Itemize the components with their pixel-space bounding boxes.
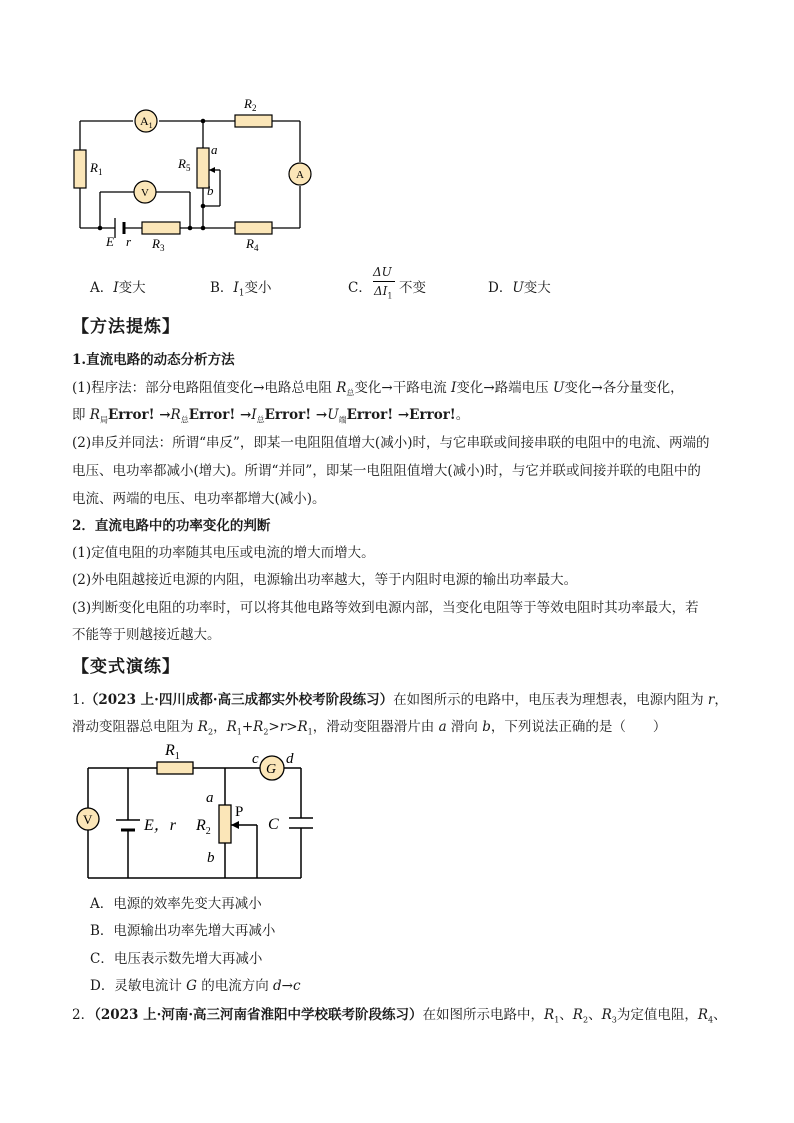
c2-r1-label: $R_1$	[165, 742, 180, 762]
ammeter-a1-label: $A_1$	[140, 114, 153, 130]
method-point-2: (2)外电阻越接近电源的内阻，电源输出功率越大，等于内阻时电源的输出功率最大。	[72, 572, 578, 588]
ammeter-a-label: A	[296, 169, 304, 181]
q0-option-a: A．I变大	[90, 280, 146, 296]
circuit-diagram-2	[70, 738, 320, 883]
method-p2-line2: 电压、电功率都减小(增大)。所谓“并同”，即某一电阻阻值增大(减小)时，与它并联或间接并联的电阻中的	[72, 463, 701, 479]
method-heading-1: 1.直流电路的动态分析方法	[72, 352, 235, 368]
c2-voltmeter-label: V	[83, 812, 93, 827]
method-p2-line1: (2)串反并同法：所谓“串反”，即某一电阻阻值增大(减小)时，与它串联或间接串联的电阻中的电流、两端的	[72, 435, 710, 451]
section-practice-title: 【变式演练】	[72, 657, 180, 677]
c2-slider-b-label: b	[207, 850, 215, 866]
p1-option-d: D．灵敏电流计 G 的电流方向 d→c	[90, 978, 301, 994]
q0-option-d: D．U变大	[488, 280, 551, 296]
method-p2-line3: 电流、两端的电压、电功率都增大(减小)。	[72, 491, 326, 507]
method-p1-line2: 即 $R_局Error$! $\to R_总Error$! $\to I_总Error$! $\to U_端Error$! →Error!。	[72, 407, 470, 425]
method-point-1: (1)定值电阻的功率随其电压或电流的增大而增大。	[72, 545, 375, 561]
voltmeter-label: V	[141, 187, 149, 199]
capacitor-label: C	[268, 816, 279, 833]
c2-emf-label: E，r	[144, 817, 177, 834]
slider-b-label: b	[207, 183, 214, 198]
slider-p-label: P	[235, 804, 244, 820]
r2-label: $R_2$	[244, 96, 257, 113]
r1-label: $R_1$	[90, 160, 103, 177]
section-method-title: 【方法提炼】	[72, 317, 180, 337]
method-heading-2: 2．直流电路中的功率变化的判断	[72, 518, 271, 534]
p1-option-b: B．电源输出功率先增大再减小	[90, 923, 276, 939]
node-d-label: d	[286, 751, 294, 767]
p1-option-c: C．电压表示数先增大再减小	[90, 951, 263, 967]
c2-r2-label: $R_2$	[196, 817, 211, 837]
c2-slider-a-label: a	[206, 790, 214, 806]
method-p1-line1: (1)程序法：部分电路阻值变化→电路总电阻 $R_总$变化→干路电流 I变化→路端电压 U变化→各分量变化，	[72, 380, 684, 398]
problem1-line1: 1.（2023 上·四川成都·高三成都实外校考阶段练习）在如图所示的电路中，电压表为理想表，电源内阻为 r，	[72, 692, 728, 708]
p1-option-a: A．电源的效率先变大再减小	[90, 896, 262, 912]
node-c-label: c	[252, 751, 259, 767]
internal-r-label: r	[126, 234, 132, 249]
circuit-diagram-1	[60, 88, 330, 258]
emf-label: E	[106, 234, 114, 249]
method-point-3-line1: (3)判断变化电阻的功率时，可以将其他电路等效到电源内部，当变化电阻等于等效电阻时其功率最大，若	[72, 600, 699, 616]
method-point-3-line2: 不能等于则越接近越大。	[72, 627, 221, 643]
slider-a-label: a	[211, 142, 218, 157]
problem2-line1: 2．（2023 上·河南·高三河南省淮阳中学校联考阶段练习）在如图所示电路中，$R_1$、$R_2$、$R_3$为定值电阻，$R_4$、	[72, 1007, 727, 1025]
r5-label: $R_5$	[178, 156, 191, 173]
r4-label: $R_4$	[246, 236, 259, 253]
r3-label: $R_3$	[152, 236, 165, 253]
q0-option-b: B．$I_1$变小	[210, 280, 272, 299]
problem1-line2: 滑动变阻器总电阻为 $R_2$，$R_1+R_2>r>R_1$，滑动变阻器滑片由 a 滑向 b，下列说法正确的是（ ）	[72, 719, 667, 737]
galvanometer-label: G	[266, 762, 277, 777]
